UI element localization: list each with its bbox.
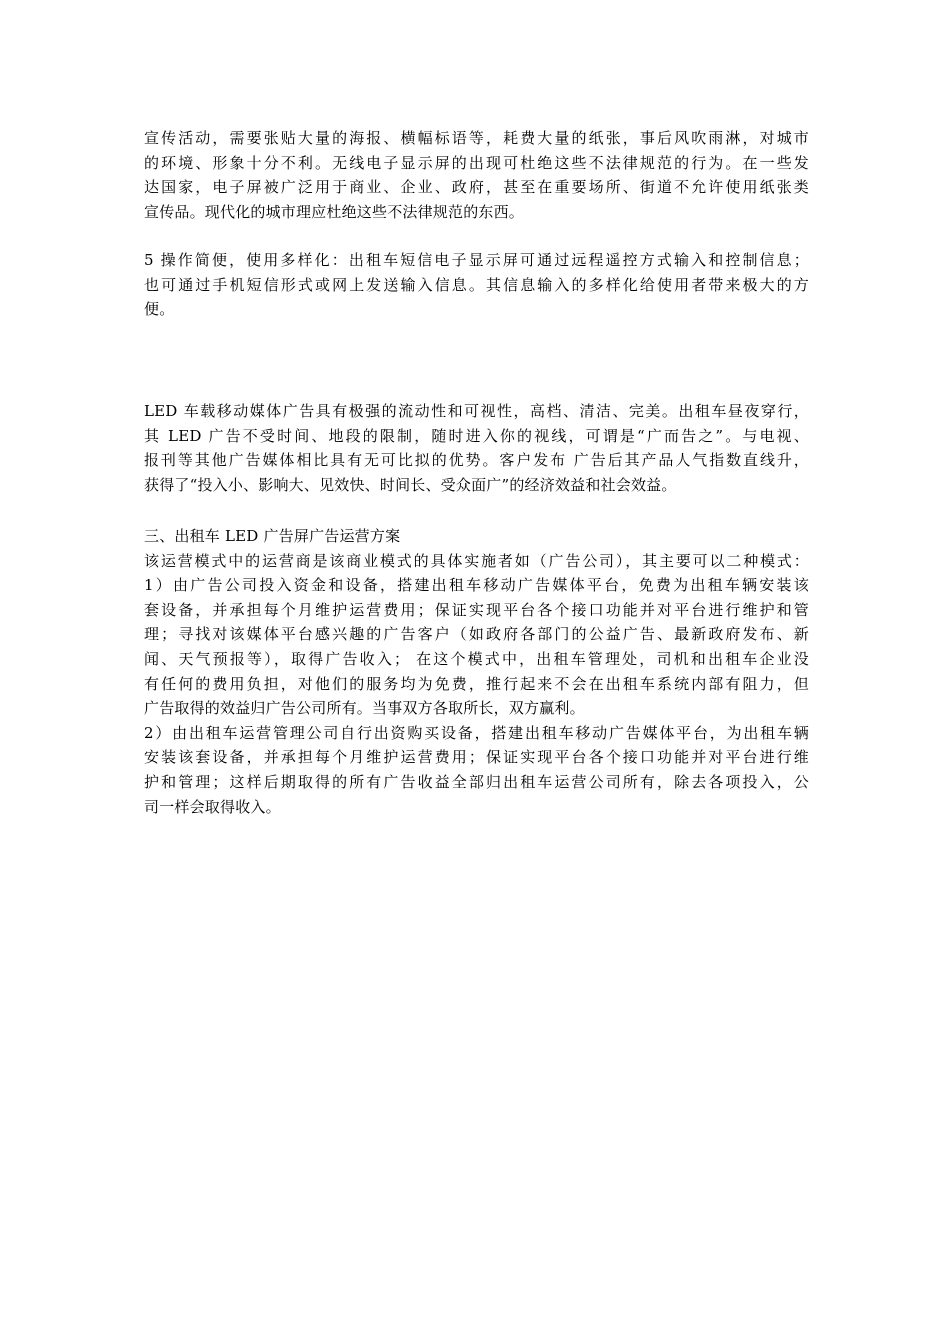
text-line: 的环境、形象十分不利。无线电子显示屏的出现可杜绝这些不法律规范的行为。在一些发 [144, 153, 809, 172]
text-line: 广告取得的效益归广告公司所有。当事双方各取所长，双方赢利。 [144, 699, 585, 718]
section-operation-plan [144, 524, 809, 819]
text-line: LED 车载移动媒体广告具有极强的流动性和可视性，高档、清洁、完美。出租车昼夜穿行， [144, 402, 809, 420]
text-line: 也可通过手机短信形式或网上发送输入信息。其信息输入的多样化给使用者带来极大的方 [144, 275, 809, 294]
text-line: 司一样会取得收入。 [144, 797, 281, 816]
text-line: 报刊等其他广告媒体相比具有无可比拟的优势。客户发布 广告后其产品人气指数直线升， [144, 451, 809, 470]
text-line: 闻、天气预报等），取得广告收入； 在这个模式中，出租车管理处，司机和出租车企业没 [144, 649, 809, 668]
text-line: 有任何的费用负担，对他们的服务均为免费，推行起来不会在出租车系统内部有阻力，但 [144, 674, 809, 693]
text-line: 其 LED 广告不受时间、地段的限制，随时进入你的视线，可谓是“广而告之”。与电视、 [144, 426, 809, 445]
paragraph-led-advantages [144, 399, 809, 497]
text-line: 护和管理；这样后期取得的所有广告收益全部归出租车运营公司所有，除去各项投入，公 [144, 772, 809, 791]
paragraph-publicity-waste [144, 126, 809, 224]
text-line: 宣传活动，需要张贴大量的海报、横幅标语等，耗费大量的纸张，事后风吹雨淋，对城市 [144, 129, 809, 147]
paragraph-easy-operation [144, 248, 809, 322]
section-heading: 三、出租车 LED 广告屏广告运营方案 [144, 527, 401, 545]
text-line: 5 操作简便，使用多样化：出租车短信电子显示屏可通过远程遥控方式输入和控制信息； [144, 251, 809, 269]
text-line: 宣传品。现代化的城市理应杜绝这些不法律规范的东西。 [144, 202, 525, 221]
text-line: 该运营模式中的运营商是该商业模式的具体实施者如（广告公司），其主要可以二种模式： [144, 551, 809, 570]
text-line: 2）由出租车运营管理公司自行出资购买设备，搭建出租车移动广告媒体平台，为出租车辆 [144, 723, 809, 742]
text-line: 安装该套设备，并承担每个月维护运营费用；保证实现平台各个接口功能并对平台进行维 [144, 748, 809, 767]
text-line: 获得了“投入小、影响大、见效快、时间长、受众面广”的经济效益和社会效益。 [144, 475, 677, 494]
text-line: 便。 [144, 300, 175, 319]
text-line: 1）由广告公司投入资金和设备，搭建出租车移动广告媒体平台，免费为出租车辆安装该 [144, 576, 809, 595]
text-line: 套设备，并承担每个月维护运营费用；保证实现平台各个接口功能并对平台进行维护和管 [144, 600, 809, 619]
text-line: 达国家，电子屏被广泛用于商业、企业、政府，甚至在重要场所、街道不允许使用纸张类 [144, 178, 809, 197]
text-line: 理；寻找对该媒体平台感兴趣的广告客户（如政府各部门的公益广告、最新政府发布、新 [144, 625, 809, 644]
